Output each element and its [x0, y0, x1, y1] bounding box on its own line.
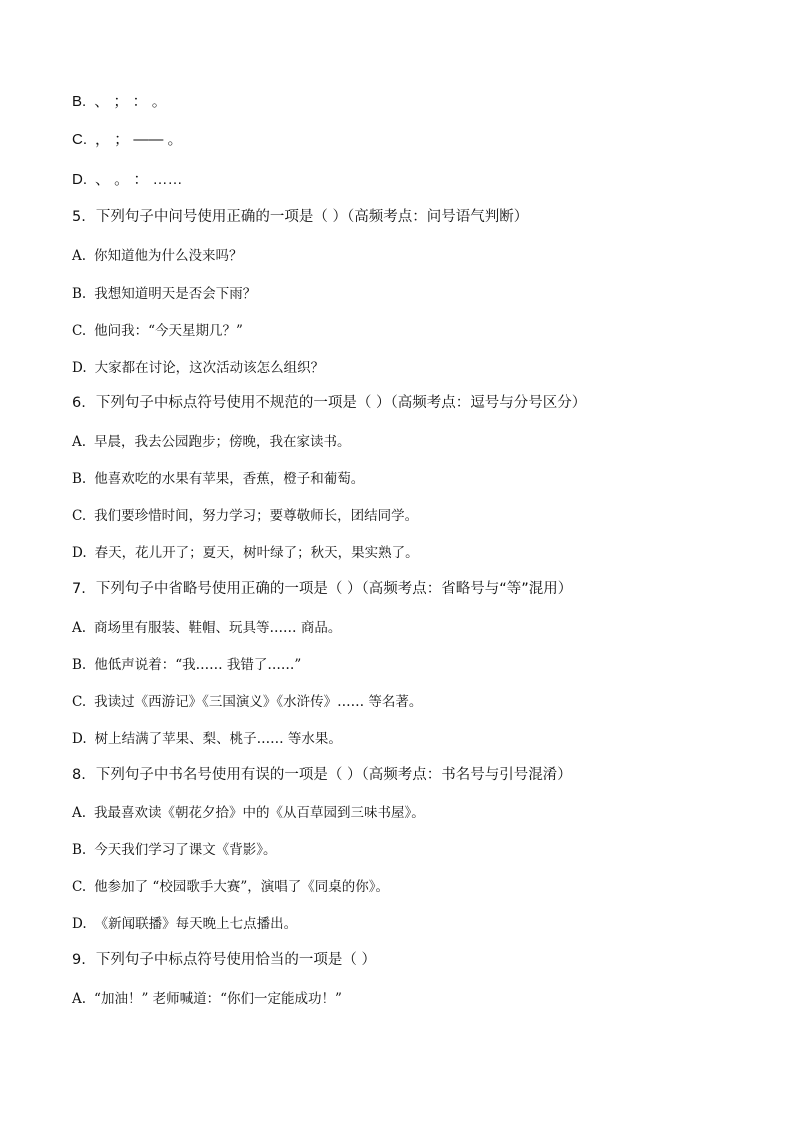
option-text: 我读过《西游记》《三国演义》《水浒传》…… 等名著。 [94, 694, 423, 710]
question-8-stem [72, 765, 572, 785]
option-label: C. [72, 508, 87, 524]
question-8-option-c [72, 877, 389, 897]
option-label: D. [72, 731, 87, 747]
option-label: A. [72, 991, 87, 1007]
option-label: D. [72, 171, 87, 188]
question-number: 8. [72, 767, 86, 783]
question-9-option-a [72, 989, 342, 1009]
option-text: 《新闻联播》每天晚上七点播出。 [94, 916, 298, 932]
option-text: 他喜欢吃的水果有苹果，香蕉，橙子和葡萄。 [94, 471, 365, 487]
option-label: D. [72, 360, 87, 376]
option-text: 他参加了 “校园歌手大赛”，演唱了《同桌的你》。 [94, 879, 389, 895]
option-text: 树上结满了苹果、梨、桃子…… 等水果。 [94, 731, 342, 747]
option-text: 商场里有服装、鞋帽、玩具等…… 商品。 [94, 620, 342, 636]
option-label: C. [72, 131, 87, 148]
option-text: 早晨，我去公园跑步；傍晚，我在家读书。 [94, 434, 351, 450]
question-text: 下列句子中书名号使用有误的一项是（ ）（高频考点：书名号与引号混淆） [95, 767, 572, 783]
question-5-option-b [72, 284, 256, 304]
question-8-option-d [72, 914, 297, 934]
option-label: C. [72, 879, 87, 895]
question-7-option-b [72, 655, 301, 675]
question-6-option-d [72, 543, 419, 563]
option-label: A. [72, 248, 87, 264]
question-number: 5. [72, 209, 86, 225]
option-label: B. [72, 471, 87, 487]
question-text: 下列句子中标点符号使用不规范的一项是（ ）（高频考点：逗号与分号区分） [95, 395, 587, 411]
option-label: A. [72, 620, 87, 636]
option-label: B. [72, 657, 87, 673]
question-5-stem [72, 207, 528, 227]
option-text: 他低声说着：“我…… 我错了……” [94, 657, 302, 673]
question-number: 6. [72, 395, 86, 411]
option-text: ， ； —— 。 [95, 131, 183, 148]
question-8-option-a [72, 803, 425, 823]
option-label: D. [72, 545, 87, 561]
question-7-option-a [72, 618, 341, 638]
question-6-option-b [72, 469, 364, 489]
question-7-stem [72, 579, 572, 599]
prev-option-b [72, 92, 167, 112]
question-5-option-c [72, 321, 243, 341]
option-label: D. [72, 916, 87, 932]
prev-option-d [72, 170, 183, 190]
option-text: 我们要珍惜时间，努力学习；要尊敬师长，团结同学。 [94, 508, 419, 524]
question-6-stem [72, 393, 586, 413]
option-label: C. [72, 694, 87, 710]
option-label: A. [72, 805, 87, 821]
option-text: 、 。 ： …… [95, 171, 183, 188]
option-text: 我想知道明天是否会下雨？ [94, 286, 257, 302]
option-text: 我最喜欢读《朝花夕拾》中的《从百草园到三味书屋》。 [94, 805, 425, 821]
question-9-stem [72, 950, 376, 970]
option-text: “加油！” 老师喊道：“你们一定能成功！” [94, 991, 342, 1007]
question-7-option-d [72, 729, 342, 749]
option-text: 春天，花儿开了；夏天，树叶绿了；秋天，果实熟了。 [94, 545, 419, 561]
question-text: 下列句子中标点符号使用恰当的一项是（ ） [95, 952, 376, 968]
question-8-option-b [72, 840, 276, 860]
question-text: 下列句子中问号使用正确的一项是（ ）（高频考点：问号语气判断） [95, 209, 529, 225]
option-text: 他问我：“今天星期几？” [94, 323, 243, 339]
question-6-option-c [72, 506, 418, 526]
question-5-option-a [72, 246, 243, 266]
question-text: 下列句子中省略号使用正确的一项是（ ）（高频考点：省略号与“等”混用） [95, 581, 573, 597]
question-number: 9. [72, 952, 86, 968]
option-label: C. [72, 323, 87, 339]
option-text: 你知道他为什么没来吗？ [94, 248, 243, 264]
question-6-option-a [72, 432, 351, 452]
option-label: B. [72, 842, 87, 858]
option-text: 、 ； ： 。 [94, 93, 167, 110]
option-label: A. [72, 434, 87, 450]
option-text: 大家都在讨论，这次活动该怎么组织？ [94, 360, 325, 376]
option-label: B. [72, 93, 87, 110]
question-number: 7. [72, 581, 86, 597]
option-text: 今天我们学习了课文《背影》。 [94, 842, 277, 858]
question-5-option-d [72, 358, 324, 378]
prev-option-c [72, 130, 183, 150]
question-7-option-c [72, 692, 422, 712]
option-label: B. [72, 286, 87, 302]
